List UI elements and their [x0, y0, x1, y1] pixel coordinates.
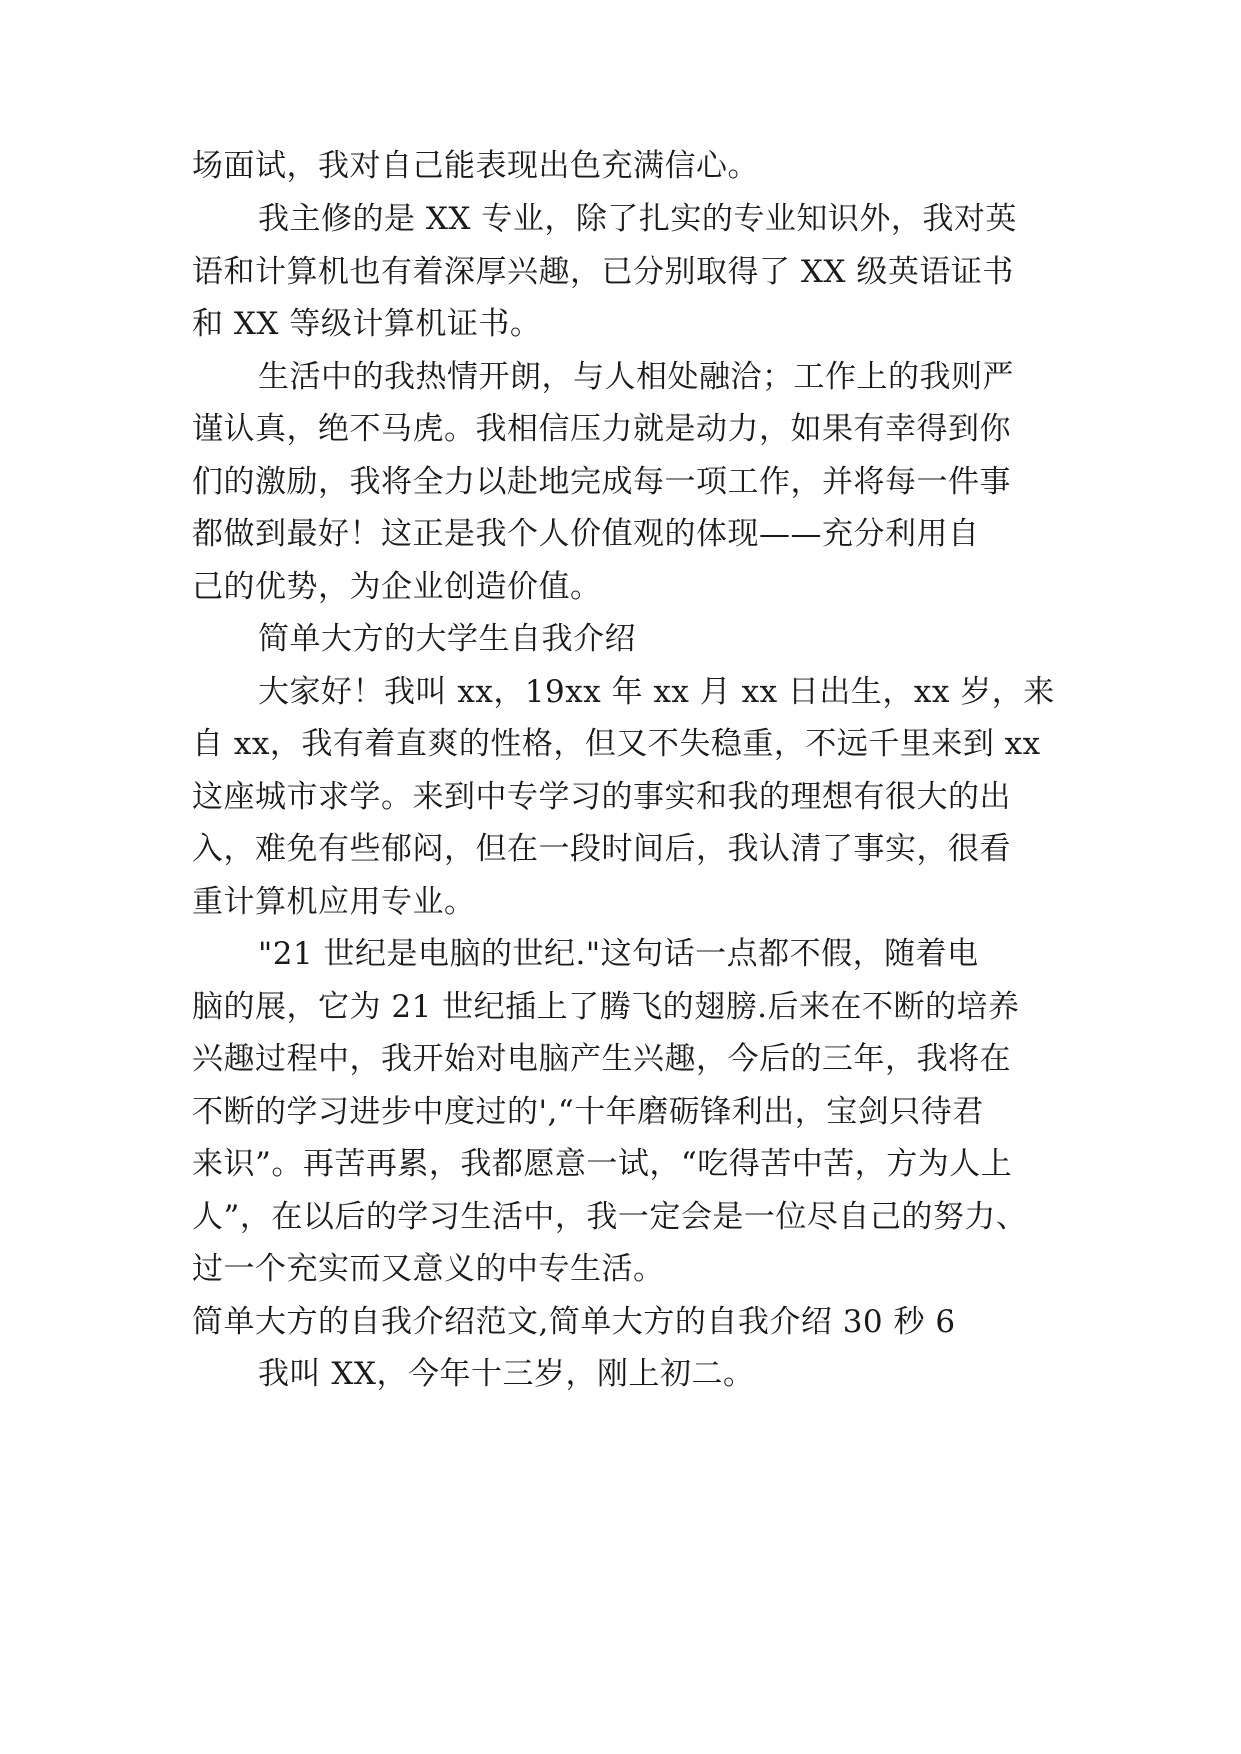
text-line: 脑的展，它为 21 世纪插上了腾飞的翅膀.后来在不断的培养: [192, 989, 1020, 1025]
text-line: 都做到最好！这正是我个人价值观的体现——充分利用自: [192, 516, 980, 552]
text-line: 们的激励，我将全力以赴地完成每一项工作，并将每一件事: [192, 464, 1011, 500]
text-line: 和 XX 等级计算机证书。: [192, 306, 542, 342]
text-line: 不断的学习进步中度过的',“十年磨砺锋利出，宝剑只待君: [192, 1094, 984, 1130]
text-line: 过一个充实而又意义的中专生活。: [192, 1251, 665, 1287]
text-line: 兴趣过程中，我开始对电脑产生兴趣，今后的三年，我将在: [192, 1041, 1011, 1077]
text-line: 大家好！我叫 xx，19xx 年 xx 月 xx 日出生，xx 岁，来: [258, 674, 1055, 710]
text-line: 来识”。再苦再累，我都愿意一试，“吃得苦中苦，方为人上: [192, 1146, 1013, 1182]
text-line: 我主修的是 XX 专业，除了扎实的专业知识外，我对英: [258, 201, 1017, 237]
text-line: 谨认真，绝不马虎。我相信压力就是动力，如果有幸得到你: [192, 411, 1011, 447]
text-line: 语和计算机也有着深厚兴趣，已分别取得了 XX 级英语证书: [192, 254, 1014, 290]
text-line: 我叫 XX，今年十三岁，刚上初二。: [258, 1356, 755, 1392]
text-line: 人”，在以后的学习生活中，我一定会是一位尽自己的努力、: [192, 1199, 1028, 1235]
text-line: 这座城市求学。来到中专学习的事实和我的理想有很大的出: [192, 779, 1011, 815]
text-line: 重计算机应用专业。: [192, 884, 476, 920]
section-heading: 简单大方的大学生自我介绍: [258, 621, 636, 657]
text-line: 场面试，我对自己能表现出色充满信心。: [192, 148, 759, 184]
text-line: "21 世纪是电脑的世纪."这句话一点都不假，随着电: [258, 936, 979, 972]
text-line: 自 xx，我有着直爽的性格，但又不失稳重，不远千里来到 xx: [192, 726, 1041, 762]
text-line: 入，难免有些郁闷，但在一段时间后，我认清了事实，很看: [192, 831, 1011, 867]
text-line: 生活中的我热情开朗，与人相处融洽；工作上的我则严: [258, 359, 1014, 395]
section-heading: 简单大方的自我介绍范文,简单大方的自我介绍 30 秒 6: [192, 1304, 956, 1340]
text-line: 己的优势，为企业创造价值。: [192, 569, 602, 605]
